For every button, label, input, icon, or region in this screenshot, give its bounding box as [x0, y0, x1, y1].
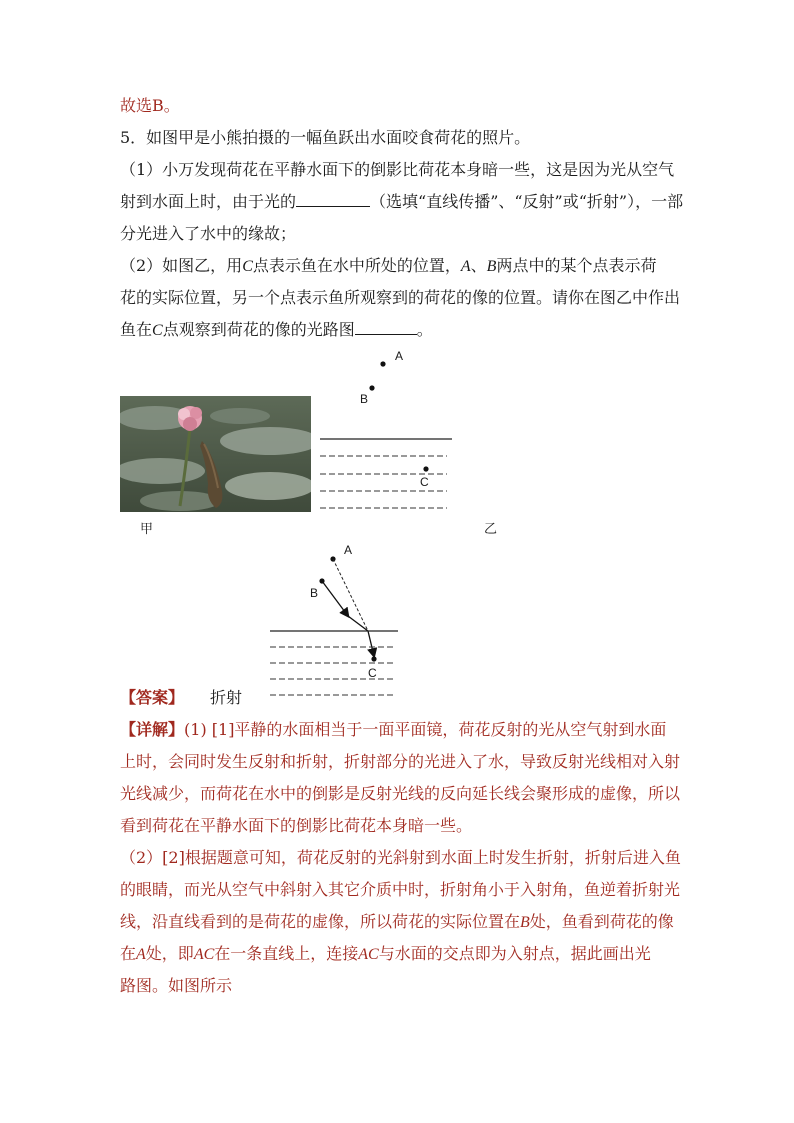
question-part2-line2: 花的实际位置，另一个点表示鱼所观察到的荷花的像的位置。请你在图乙中作出	[120, 288, 681, 307]
detail-line-3: 光线减少，而荷花在水中的倒影是反射光线的反向延长线会聚形成的虚像，所以	[120, 784, 681, 803]
text: 两点中的某个点表示荷	[496, 256, 657, 275]
detail-line-4: 看到荷花在平静水面下的倒影比荷花本身暗一些。	[120, 816, 473, 835]
figure-yi-caption: 乙	[484, 522, 498, 537]
incident-ray-line-end	[348, 616, 368, 631]
question-part1-line2	[120, 192, 683, 212]
text: 。	[416, 320, 433, 339]
text: 点表示鱼在水中所处的位置，	[252, 256, 461, 275]
text: (1) [1]平静的水面相当于一面平面镜，荷花反射的光从空气射到水面	[184, 720, 667, 739]
var-b: B	[486, 258, 497, 275]
refracted-ray-line	[368, 631, 374, 656]
answer-value: 折射	[210, 688, 243, 707]
question-part1-line1: （1）小万发现荷花在平静水面下的倒影比荷花本身暗一些，这是因为光从空气	[120, 160, 675, 179]
incident-ray-line	[322, 581, 348, 616]
text: 在一条直线上，连接	[214, 944, 359, 963]
point-b-label: B	[360, 392, 369, 406]
detail-line-9: 路图。如图所示	[120, 976, 233, 995]
answer-line	[120, 688, 242, 708]
var-a: A	[136, 946, 146, 963]
prev-answer-line: 故选B。	[120, 96, 180, 115]
point-b-dot	[369, 385, 374, 390]
point-a-dot	[380, 361, 385, 366]
var-a: A	[460, 258, 471, 275]
var-b: B	[520, 914, 530, 931]
text: 在	[120, 944, 137, 963]
text: 线，沿直线看到的是荷花的虚像，所以荷花的实际位置在	[120, 912, 521, 931]
question-part2-line1	[120, 256, 656, 277]
question-part2-line3	[120, 320, 433, 341]
question-title: 5．如图甲是小熊拍摄的一幅鱼跃出水面咬食荷花的照片。	[120, 128, 531, 147]
question-part1-line3: 分光进入了水中的缘故；	[120, 224, 297, 243]
point-a-label: A	[344, 543, 353, 557]
detail-line-1	[120, 720, 666, 740]
figure-jia-caption: 甲	[140, 522, 154, 537]
text: （选填“直线传播”、“反射”或“折射”），一部	[370, 192, 684, 211]
detail-line-7	[120, 912, 674, 933]
detail-line-5: （2）[2]根据题意可知，荷花反射的光斜射到水面上时发生折射，折射后进入鱼	[120, 848, 681, 867]
point-b-label: B	[310, 586, 319, 600]
var-ac: AC	[193, 946, 215, 963]
answer-blank-1[interactable]	[296, 192, 370, 207]
detail-label: 【详解】	[120, 720, 185, 739]
text: 、	[470, 256, 487, 275]
text: （2）如图乙，用	[120, 256, 243, 275]
point-c-dot	[423, 466, 428, 471]
point-c-label: C	[368, 666, 377, 680]
answer-diagram	[268, 540, 403, 705]
text: 处，即	[145, 944, 194, 963]
var-c: C	[242, 258, 253, 275]
point-c-label: C	[420, 475, 429, 489]
text: 点观察到荷花的像的光路图	[162, 320, 355, 339]
virtual-ray-line	[333, 559, 368, 631]
text: 鱼在	[120, 320, 153, 339]
var-c: C	[152, 322, 163, 339]
point-a-label: A	[395, 349, 404, 363]
answer-blank-2[interactable]	[355, 320, 417, 335]
point-c-dot	[371, 656, 376, 661]
figure-yi-diagram	[314, 346, 454, 516]
detail-line-8	[120, 944, 651, 965]
detail-line-6: 的眼睛，而光从空气中斜射入其它介质中时，折射角小于入射角，鱼逆着折射光	[120, 880, 681, 899]
detail-line-2: 上时，会同时发生反射和折射，折射部分的光进入了水，导致反射光线相对入射	[120, 752, 681, 771]
lotus-fish-photo	[120, 396, 311, 512]
text: 处，鱼看到荷花的像	[529, 912, 674, 931]
text: 与水面的交点即为入射点，据此画出光	[378, 944, 651, 963]
photo-drawing	[120, 396, 311, 512]
var-ac: AC	[358, 946, 379, 963]
answer-label: 【答案】	[120, 688, 185, 707]
text: 射到水面上时，由于光的	[120, 192, 297, 211]
